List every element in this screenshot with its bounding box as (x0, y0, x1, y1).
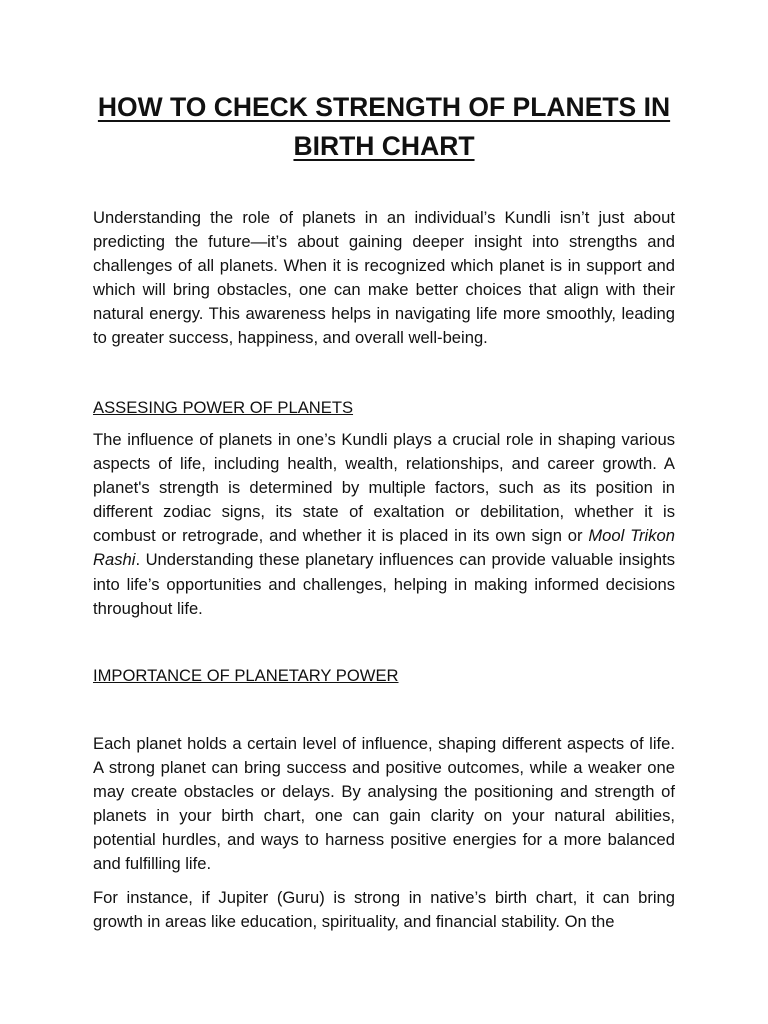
importance-paragraph-1: Each planet holds a certain level of influence, shaping different aspects of life. A strong planet can bring success and positive outcomes, while a weaker one may create obstacles or delays. By analysing the positioning and strength of planets in your birth chart, one can gain clarity on your natural abilities, potential hurdles, and ways to harness positive energies for a more balanced and fulfilling life. (93, 734, 675, 874)
assessing-text-after: . Understanding these planetary influences can provide valuable insights into life’s opportunities and challenges, helping in making informed decisions throughout life. (93, 550, 675, 618)
assessing-text-before: The influence of planets in one’s Kundli plays a crucial role in shaping various aspects of life, including health, wealth, relationships, and career growth. A planet's strength is determined by multiple factors, such as its position in different zodiac signs, its state of exaltation or debilitation, whether it is combust or retrograde, and whether it is placed in its own sign or (93, 430, 675, 546)
section-heading-assessing-power: ASSESING POWER OF PLANETS (93, 398, 354, 417)
mool-trikon-rashi-term: Mool Trikon Rashi (93, 526, 675, 570)
assessing-power-paragraph (93, 428, 675, 621)
document-title: HOW TO CHECK STRENGTH OF PLANETS IN BIRTH CHART (97, 92, 671, 161)
section-heading-importance: IMPORTANCE OF PLANETARY POWER (93, 666, 399, 685)
importance-paragraph-2: For instance, if Jupiter (Guru) is strong in native’s birth chart, it can bring growth in areas like education, spirituality, and financial stability. On the (93, 888, 675, 932)
intro-paragraph: Understanding the role of planets in an individual’s Kundli isn’t just about predicting the future—it’s about gaining deeper insight into strengths and challenges of all planets. When it is recognized which planet is in support and which will bring obstacles, one can make better choices that align with their natural energy. This awareness helps in navigating life more smoothly, leading to greater success, happiness, and overall well-being. (93, 208, 675, 348)
